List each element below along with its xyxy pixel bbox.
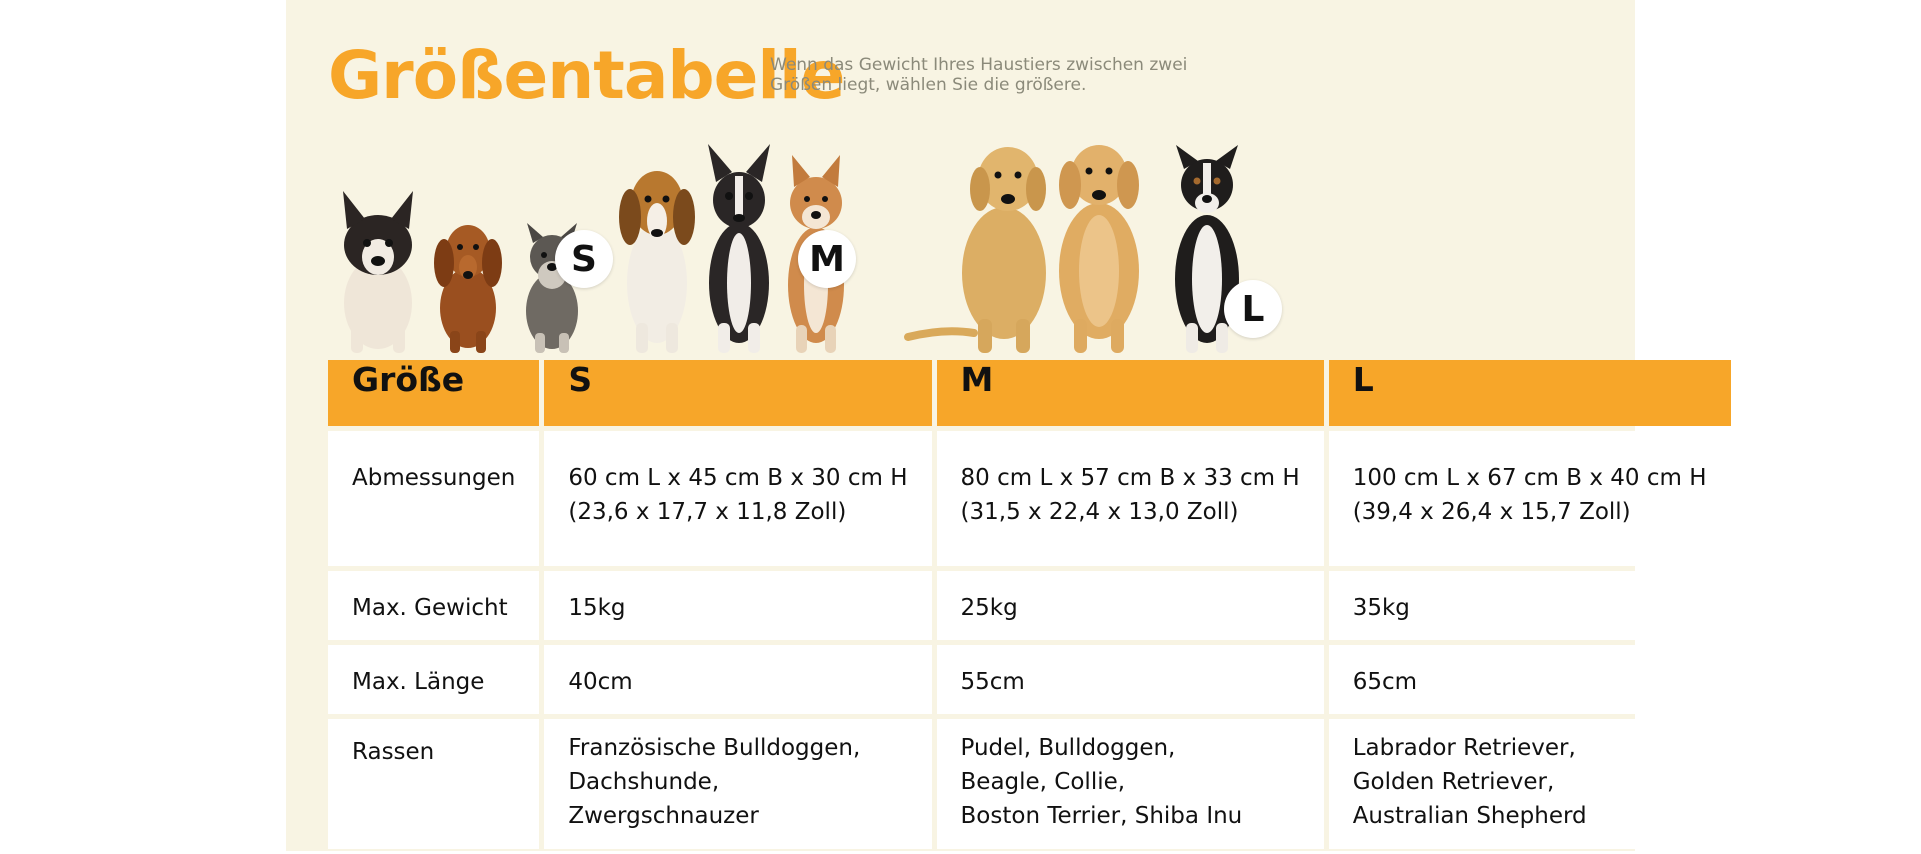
size-table: [323, 355, 1736, 854]
max-length-l: 65cm: [1329, 645, 1731, 714]
breeds-l: Labrador Retriever, Golden Retriever, Australian Shepherd: [1329, 719, 1731, 849]
max-length-s: 40cm: [544, 645, 931, 714]
max-weight-l: 35kg: [1329, 571, 1731, 640]
breeds-m: Pudel, Bulldoggen, Beagle, Collie, Boston Terrier, Shiba Inu: [937, 719, 1324, 849]
row-label-max-weight: Max. Gewicht: [328, 571, 539, 640]
table-row: [328, 571, 1731, 640]
size-badge-l: L: [1224, 280, 1282, 338]
dimensions-l: 100 cm L x 67 cm B x 40 cm H (39,4 x 26,4 x 15,7 Zoll): [1329, 431, 1731, 566]
header-cell-size: Größe: [328, 360, 539, 426]
size-badge-m: M: [798, 230, 856, 288]
dachshund-image: [428, 203, 508, 353]
header-cell-l: L: [1329, 360, 1731, 426]
beagle-image: [616, 143, 698, 353]
boston-terrier-image: [698, 138, 780, 353]
dog-group-small: [333, 118, 623, 353]
size-badge-s: S: [555, 230, 613, 288]
french-bulldog-image: [333, 183, 423, 353]
breeds-s: Französische Bulldoggen, Dachshunde, Zwergschnauzer: [544, 719, 931, 849]
row-label-dimensions: Abmessungen: [328, 431, 539, 566]
table-row: [328, 431, 1731, 566]
dog-group-large: [904, 118, 1284, 353]
row-label-breeds: Rassen: [328, 719, 539, 849]
table-row: [328, 645, 1731, 714]
dimensions-m: 80 cm L x 57 cm B x 33 cm H (31,5 x 22,4 x 13,0 Zoll): [937, 431, 1324, 566]
table-header-row: [328, 360, 1731, 426]
size-chart-panel: [286, 0, 1707, 851]
table-row: [328, 719, 1731, 849]
page-title: Größentabelle: [328, 37, 845, 114]
page-subtitle: Wenn das Gewicht Ihres Haustiers zwischen zwei Größen liegt, wählen Sie die größere.: [770, 55, 1188, 95]
golden-retriever-image: [1044, 121, 1154, 353]
dog-group-medium: [616, 118, 886, 353]
labrador-retriever-image: [904, 123, 1054, 353]
header-cell-s: S: [544, 360, 931, 426]
dimensions-s: 60 cm L x 45 cm B x 30 cm H (23,6 x 17,7 x 11,8 Zoll): [544, 431, 931, 566]
max-length-m: 55cm: [937, 645, 1324, 714]
max-weight-s: 15kg: [544, 571, 931, 640]
max-weight-m: 25kg: [937, 571, 1324, 640]
header-cell-m: M: [937, 360, 1324, 426]
row-label-max-length: Max. Länge: [328, 645, 539, 714]
